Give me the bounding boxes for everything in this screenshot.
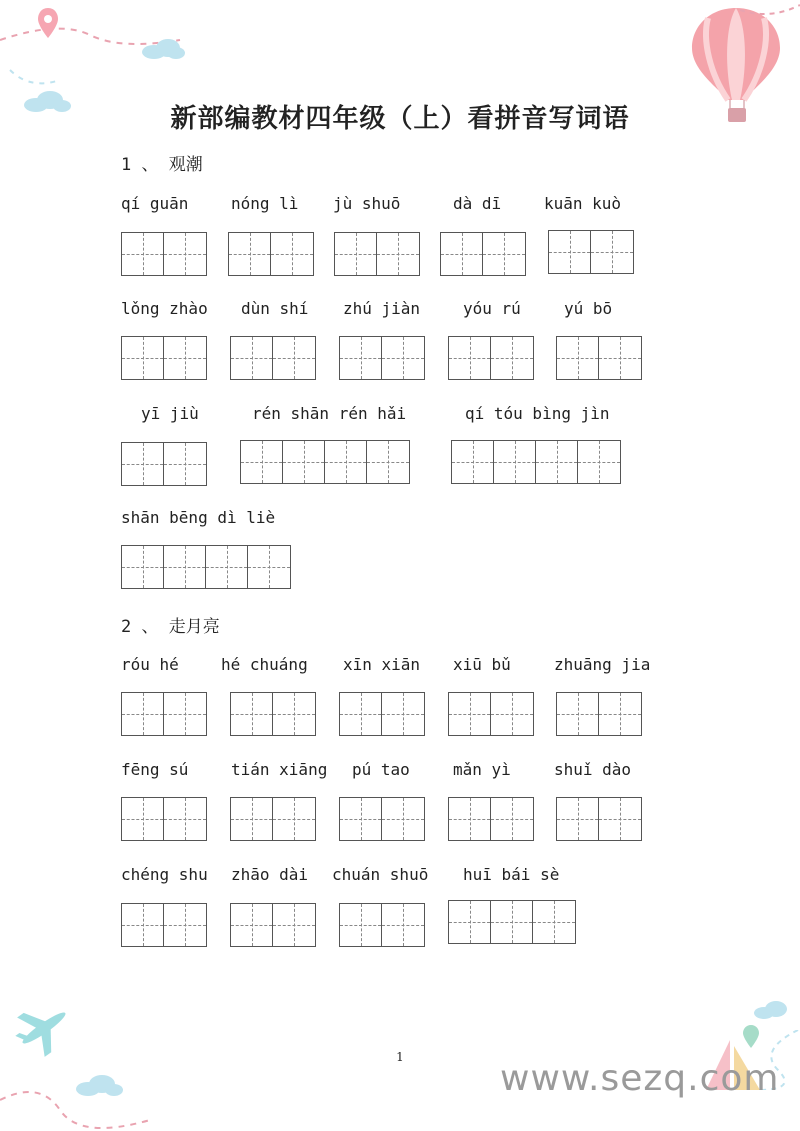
pinyin-label: shān bēng dì liè (121, 508, 276, 527)
grid-cell[interactable] (122, 546, 164, 588)
grid-cell[interactable] (382, 693, 424, 735)
character-writing-box[interactable] (240, 440, 410, 484)
page-title: 新部编教材四年级（上）看拼音写词语 (170, 104, 630, 134)
pinyin-label: qí tóu bìng jìn (465, 404, 610, 423)
grid-cell[interactable] (449, 901, 491, 943)
pinyin-label: lǒng zhào (121, 299, 208, 318)
grid-cell[interactable] (382, 337, 424, 379)
pinyin-label: dà dī (453, 194, 502, 213)
grid-cell[interactable] (533, 901, 575, 943)
cloud-icon (140, 38, 186, 60)
grid-cell[interactable] (449, 693, 491, 735)
grid-cell[interactable] (231, 693, 273, 735)
grid-cell[interactable] (340, 798, 382, 840)
pinyin-label: chuán shuō (332, 865, 429, 884)
grid-cell[interactable] (549, 231, 591, 273)
character-writing-box[interactable] (228, 232, 314, 276)
grid-cell[interactable] (340, 904, 382, 946)
grid-cell[interactable] (122, 798, 164, 840)
grid-cell[interactable] (164, 693, 206, 735)
character-writing-box[interactable] (448, 900, 576, 944)
pinyin-label: zhuāng jia (554, 655, 651, 674)
character-writing-box[interactable] (230, 692, 316, 736)
grid-cell[interactable] (382, 798, 424, 840)
grid-cell[interactable] (494, 441, 536, 483)
pinyin-label: fēng sú (121, 760, 189, 779)
grid-cell[interactable] (491, 798, 533, 840)
grid-cell[interactable] (164, 443, 206, 485)
grid-cell[interactable] (441, 233, 483, 275)
character-writing-box[interactable] (448, 692, 534, 736)
grid-cell[interactable] (283, 441, 325, 483)
pinyin-label: zhú jiàn (343, 299, 421, 318)
grid-cell[interactable] (557, 798, 599, 840)
pinyin-label: hé chuáng (221, 655, 308, 674)
grid-cell[interactable] (164, 337, 206, 379)
grid-cell[interactable] (229, 233, 271, 275)
pinyin-label: pú tao (352, 760, 410, 779)
pinyin-label: huī bái sè (463, 865, 560, 884)
pinyin-label: kuān kuò (544, 194, 622, 213)
watermark: www.sezq.com (500, 1058, 780, 1099)
cloud-icon (752, 1000, 792, 1020)
grid-cell[interactable] (273, 337, 315, 379)
pinyin-label: shuǐ dào (554, 760, 632, 779)
character-writing-box[interactable] (451, 440, 621, 484)
character-writing-box[interactable] (339, 336, 425, 380)
grid-cell[interactable] (122, 443, 164, 485)
grid-cell[interactable] (231, 798, 273, 840)
section-heading: 2 、 走月亮 (121, 617, 220, 637)
character-writing-box[interactable] (121, 797, 207, 841)
pinyin-label: xīn xiān (343, 655, 421, 674)
grid-cell[interactable] (449, 798, 491, 840)
grid-cell[interactable] (122, 693, 164, 735)
section-heading: 1 、 观潮 (121, 155, 203, 175)
character-writing-box[interactable] (556, 336, 642, 380)
grid-cell[interactable] (164, 798, 206, 840)
grid-cell[interactable] (231, 904, 273, 946)
dashed-flight-path-right (740, 0, 800, 40)
character-writing-box[interactable] (230, 903, 316, 947)
character-writing-box[interactable] (230, 336, 316, 380)
character-writing-box[interactable] (556, 797, 642, 841)
grid-cell[interactable] (122, 233, 164, 275)
grid-cell[interactable] (241, 441, 283, 483)
grid-cell[interactable] (536, 441, 578, 483)
grid-cell[interactable] (206, 546, 248, 588)
airplane-icon (12, 998, 76, 1058)
pinyin-label: yī jiù (141, 404, 199, 423)
grid-cell[interactable] (578, 441, 620, 483)
grid-cell[interactable] (122, 337, 164, 379)
character-writing-box[interactable] (121, 903, 207, 947)
pinyin-label: rén shān rén hǎi (252, 404, 407, 423)
grid-cell[interactable] (557, 693, 599, 735)
character-writing-box[interactable] (548, 230, 634, 274)
character-writing-box[interactable] (121, 442, 207, 486)
grid-cell[interactable] (248, 546, 290, 588)
grid-cell[interactable] (164, 904, 206, 946)
grid-cell[interactable] (340, 693, 382, 735)
character-writing-box[interactable] (121, 692, 207, 736)
grid-cell[interactable] (231, 337, 273, 379)
grid-cell[interactable] (273, 798, 315, 840)
grid-cell[interactable] (491, 693, 533, 735)
grid-cell[interactable] (491, 901, 533, 943)
pinyin-label: nóng lì (231, 194, 299, 213)
grid-cell[interactable] (483, 233, 525, 275)
grid-cell[interactable] (367, 441, 409, 483)
grid-cell[interactable] (340, 337, 382, 379)
grid-cell[interactable] (122, 904, 164, 946)
pinyin-label: mǎn yì (453, 760, 511, 779)
pinyin-label: qí guān (121, 194, 189, 213)
character-writing-box[interactable] (556, 692, 642, 736)
grid-cell[interactable] (599, 693, 641, 735)
grid-cell[interactable] (491, 337, 533, 379)
page-number: 1 (396, 1050, 404, 1064)
character-writing-box[interactable] (339, 903, 425, 947)
grid-cell[interactable] (273, 904, 315, 946)
character-writing-box[interactable] (230, 797, 316, 841)
grid-cell[interactable] (591, 231, 633, 273)
pinyin-label: róu hé (121, 655, 179, 674)
pinyin-label: yú bō (564, 299, 613, 318)
location-pin-icon (36, 6, 60, 42)
pinyin-label: chéng shu (121, 865, 208, 884)
character-writing-box[interactable] (334, 232, 420, 276)
pinyin-label: yóu rú (463, 299, 521, 318)
character-writing-box[interactable] (121, 545, 291, 589)
pinyin-label: xiū bǔ (453, 655, 511, 674)
pinyin-label: zhāo dài (231, 865, 309, 884)
character-writing-box[interactable] (121, 232, 207, 276)
grid-cell[interactable] (335, 233, 377, 275)
pinyin-label: tián xiāng (231, 760, 328, 779)
pinyin-label: jù shuō (333, 194, 401, 213)
pinyin-label: dùn shí (241, 299, 309, 318)
grid-cell[interactable] (452, 441, 494, 483)
character-writing-box[interactable] (448, 336, 534, 380)
grid-cell[interactable] (271, 233, 313, 275)
grid-cell[interactable] (599, 337, 641, 379)
grid-cell[interactable] (273, 693, 315, 735)
character-writing-box[interactable] (448, 797, 534, 841)
grid-cell[interactable] (377, 233, 419, 275)
grid-cell[interactable] (164, 233, 206, 275)
grid-cell[interactable] (164, 546, 206, 588)
character-writing-box[interactable] (339, 692, 425, 736)
grid-cell[interactable] (449, 337, 491, 379)
character-writing-box[interactable] (339, 797, 425, 841)
character-writing-box[interactable] (121, 336, 207, 380)
dashed-flight-path-bottom (0, 1060, 180, 1131)
grid-cell[interactable] (325, 441, 367, 483)
grid-cell[interactable] (599, 798, 641, 840)
grid-cell[interactable] (557, 337, 599, 379)
grid-cell[interactable] (382, 904, 424, 946)
character-writing-box[interactable] (440, 232, 526, 276)
